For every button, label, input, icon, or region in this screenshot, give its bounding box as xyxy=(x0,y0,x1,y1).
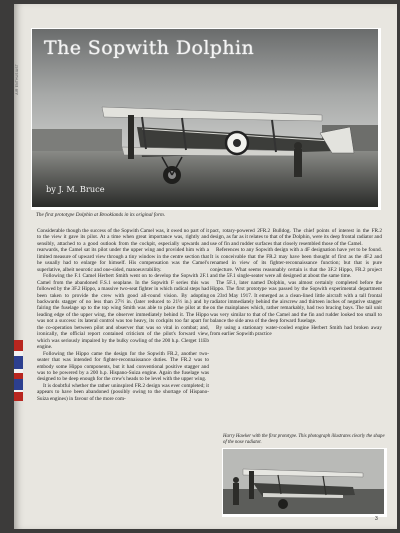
paragraph: By using a stationary water-cooled engine Herbert Smith had broken away from earlier Sopwith practice xyxy=(210,324,382,338)
text-column-left xyxy=(37,228,209,528)
paragraph: Following the Hippo came the design for the Sopwith FR.2, another two-seater that was intended for fighter-reconnaissance duties. The FR.2 was to embody some Hippo components, but it had conventional positive stagger and was to be powered by a 200 h.p. Hispano-Suiza engine. Again the fuselage was designed to be deep enough for the crew's heads to be level with the upper wing. xyxy=(37,350,209,383)
second-photo xyxy=(222,448,387,517)
article-title: The Sopwith Dolphin xyxy=(44,37,255,59)
hawker-prototype-photo xyxy=(223,449,384,514)
article-byline: by J. M. Bruce xyxy=(46,184,105,194)
side-flag-marker-lower xyxy=(14,379,23,401)
paragraph: It is doubtful whether the rather uninspired FR.2 design was ever completed; it appears to have been abandoned (possibly owing to the shortage of Hispano-Suiza engines) in favour of the more com- xyxy=(37,382,209,402)
gutter-label: AIR ENTHUSIAST xyxy=(15,64,19,95)
page-number: 3 xyxy=(375,516,378,522)
second-photo-caption: Harry Hawker with the first prototype. This photograph illustrates clearly the shape of the nose radiator. xyxy=(223,434,385,445)
paragraph: The 5F.1, later named Dolphin, was almost certainly completed before the Hippo. The first prototype was passed by the Sopwith experimental department on 23rd May 1917. It emerged as a clean-lined little aircraft with a tall frontal radiator immediately behind the airscrew and thirteen inches of negative stagger on the mainplanes which, rather remarkably, had two bracing bays. The tail unit was very similar to that of the Camel and the fin and rudder looked too small to balance the side area of the deep forward fuselage. xyxy=(210,279,382,325)
paragraph: Considerable though the success of the Sopwith Camel was, it owed no part of it to the view it gave its pilot. At a time when great importance was, rightly and sensibly, attached to a good outlook from the cockpit, especially upwards and rearwards, the Camel sat its pilot under the upper wing and provided him with a limited measure of upward view through a tiny window in the centre section that he usually had to enlarge for himself. His compensation was the Camel's superlative, albeit neurotic and one-sided, manoeuvrability. xyxy=(37,228,209,273)
lead-photo-caption: The first prototype Dolphin at Brooklands in its original form. xyxy=(36,212,166,218)
paragraph: References to any Sopwith design with a 4F designation have yet to be found. It is conceivable that the FR.2 may have been thought of first as the 4F.2 and renamed in view of its fighter-reconnaissance function; but that is pure conjecture. What seems reasonably certain is that the 3F.2 Hippo, FR.2 project and the 5F.1 single-seater were all designed at about the same time. xyxy=(210,247,382,280)
text-column-right xyxy=(210,228,382,428)
paragraph: Following the F.1 Camel Herbert Smith went on to develop the Sopwith 2F.1 Camel from the abandoned F.S.1 seaplane. In the Sopwith F series this was followed by the 3F.2 Hippo, a massive two-seat fighter in which radical steps had been taken to provide the crew with good all-round vision. By adopting backwards stagger of no less than 27½ in. (later reduced to 21½ in.) and by fairing the fuselage up to the top wing Smith was able to place the pilot at the leading edge of the upper wing, the observer immediately behind it. The Hippo was not a success: its lateral control was too heavy, its cockpits too far apart for the co-operation between pilot and observer that was so vital in combat; and, ironically, the official report contained criticism of the pilot's forward view, which was seriously impaired by the bulky cowling of the 200 h.p. Clerget 11Eb engine. xyxy=(37,273,209,351)
paragraph: pact, rotary-powered 2FR.2 Bulldog. The chief points of interest in the FR.2 design, as far as it relates to that of the Dolphin, were its deep frontal radiator and use of fin and rudder surfaces that closely resembled those of the Camel. xyxy=(210,228,382,247)
side-flag-marker xyxy=(14,340,23,380)
magazine-page xyxy=(14,4,397,529)
